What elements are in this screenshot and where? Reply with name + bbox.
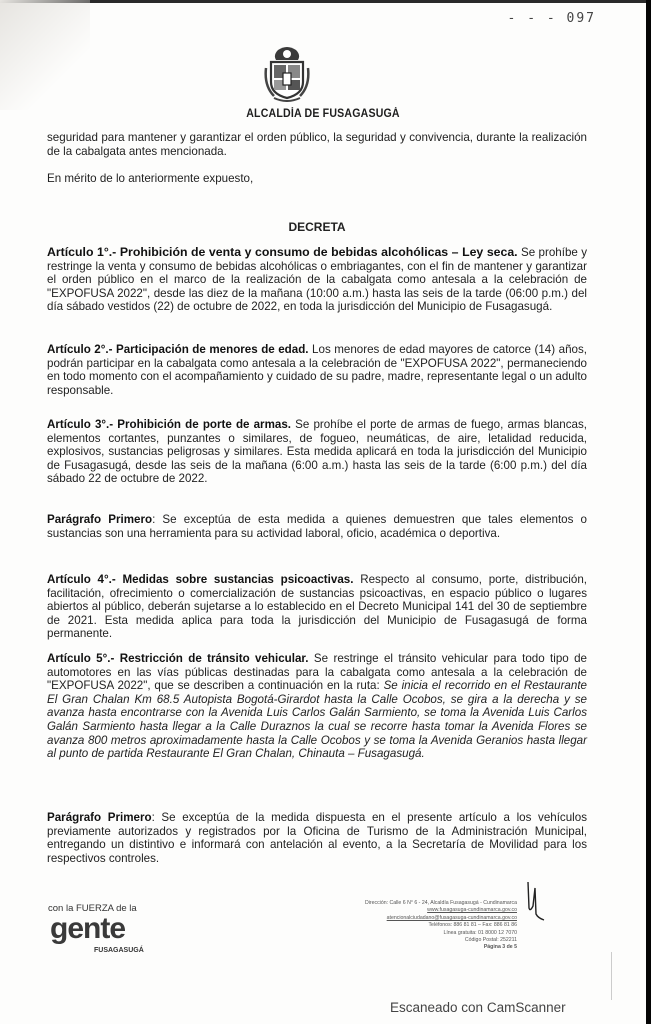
article-5-paragraph-body: : Se exceptúa de la medida dispuesta en el presente artículo a los vehículos previamente autorizados y registrados por la Oficina de Turismo de la Administración Municipal, entregando un distintivo e informará con antelación al evento, a la Secretaría de Movilidad para los respectivos controles.: [47, 811, 587, 865]
article-3-body: Se prohíbe el porte de armas de fuego, armas blancas, elementos cortantes, punzantes o similares, de fogueo, neumáticas, de aire, letalidad reducida, explosivos, sustancias peligrosas y similares. Esta medida aplicará en toda la jurisdicción del Municipio de Fusagasugá, desde las seis de la mañana (6:00 a.m.) hasta las seis de la tarde (6:00 p.m.) del día sábado 22 de octubre de 2022.: [47, 418, 587, 486]
article-4-body: Respecto al consumo, porte, distribución, facilitación, ofrecimiento o comercialización de sustancias psicoactivas, en espacio público o lugares abiertos al público, deberán sujetarse a lo establecido en el Decreto Municipal 141 del 30 de septiembre de 2021. Esta medida aplica para toda la jurisdicción del Municipio de Fusagasugá de forma permanente.: [47, 573, 587, 641]
article-3: [47, 418, 587, 486]
article-1-body: Se prohíbe y restringe la venta y consumo de bebidas alcohólicas o embriagantes, con el fin de mantener y garantizar el orden público en el marco de la realización de la cabalgata como antesala a la celebración de "EXPOFUSA 2022", desde las diez de la mañana (10:00 a.m.) hasta las seis de la tarde (06:00 p.m.) del día sábado vestidos (22) de octubre de 2022, en toda la jurisdicción del Municipio de Fusagasugá.: [47, 246, 588, 314]
article-1: [47, 246, 587, 314]
scan-shadow: [0, 0, 90, 110]
article-4: [47, 573, 587, 641]
logo-city: FUSAGASUGÁ: [94, 947, 144, 954]
article-3-title: Artículo 3°.- Prohibición de porte de armas.: [47, 418, 291, 431]
campaign-logo: [48, 903, 168, 958]
article-2: [47, 343, 587, 397]
footer-website[interactable]: www.fusagasuga-cundinamarca.gov.co: [427, 907, 517, 914]
page-number: Página 3 de 5: [483, 944, 517, 951]
article-2-title: Artículo 2°.- Participación de menores de edad.: [47, 343, 309, 356]
scan-edge: [646, 0, 651, 1024]
article-4-title: Artículo 4°.- Medidas sobre sustancias psicoactivas.: [47, 573, 354, 586]
logo-word: gente: [50, 912, 126, 945]
scan-artifact: [611, 952, 612, 1000]
signature-mark: [522, 878, 546, 922]
article-5-paragraph-title: Parágrafo Primero: [47, 811, 152, 824]
camscanner-watermark: Escaneado con CamScanner: [390, 1000, 566, 1015]
article-5-title: Artículo 5°.- Restricción de tránsito vehicular.: [47, 652, 309, 665]
article-3-paragraph-title: Parágrafo Primero: [47, 513, 153, 526]
footer-email[interactable]: atencionalciudadano@fusagasuga-cundinamarca.gov.co: [386, 914, 517, 921]
article-3-paragraph: [47, 513, 587, 540]
contact-footer: [320, 900, 517, 952]
article-1-title: Artículo 1°.- Prohibición de venta y consumo de bebidas alcohólicas – Ley seca.: [47, 245, 518, 259]
footer-address: Dirección: Calle 6 N° 6 - 24, Alcaldía Fusagasugá - Cundinamarca: [364, 900, 517, 906]
article-5-paragraph: [47, 811, 587, 865]
folio-number: - - - 097: [507, 11, 596, 26]
article-5: [47, 652, 587, 761]
organization-name: ALCALDÍA DE FUSAGASUGÁ: [246, 108, 400, 120]
coat-of-arms-icon: [264, 46, 310, 102]
scan-border: [0, 0, 646, 3]
footer-toll-free: Línea gratuita: 01 8000 12 7070: [443, 929, 517, 936]
article-2-body: Los menores de edad mayores de catorce (14) años, podrán participar en la cabalgata como antesala a la celebración de "EXPOFUSA 2022", permaneciendo en todo momento con el acompañamiento y cuidado de su padre, madre, representante legal o un adulto responsable.: [47, 343, 587, 397]
article-5-route: Se inicia el recorrido en el Restaurante El Gran Chalan Km 68.5 Autopista Bogotá-Girardot hasta la Calle Ocobos, se gira a la derecha y se avanza hasta encontrarse con la Avenida Luis Carlos Galán Sarmiento, se toma la Avenida Luis Carlos Galán Sarmiento hasta llegar a la Calle Duraznos la cual se recorre hasta tomar la Avenida Flores se avanza 800 metros aproximadamente hasta la Calle Ocobos y se toma la Avenida Geranios hasta llegar al punto de partida Restaurante El Gran Chalan, Chinauta – Fusagasugá.: [47, 679, 587, 761]
article-5-body: Se restringe el tránsito vehicular para todo tipo de automotores en las vías públicas destinadas para la cabalgata como antesala a la celebración de "EXPOFUSA 2022", que se describen a continuación en la ruta:: [47, 652, 588, 693]
intro-paragraph: seguridad para mantener y garantizar el orden público, la seguridad y convivencia, durante la realización de la cabalgata antes mencionada.: [47, 131, 587, 158]
merit-line: En mérito de lo anteriormente expuesto,: [47, 172, 254, 185]
footer-postal-code: Código Postal: 252211: [464, 937, 517, 944]
footer-phones: Teléfonos: 886 81 81 – Fax: 886 81 86: [428, 922, 517, 929]
logo-tagline: con la FUERZA de la: [48, 903, 137, 914]
article-3-paragraph-body: : Se exceptúa de esta medida a quienes demuestren que tales elementos o sustancias son una herramienta para su actividad laboral, oficio, académica o deportiva.: [47, 513, 587, 540]
decree-heading: DECRETA: [288, 220, 346, 234]
